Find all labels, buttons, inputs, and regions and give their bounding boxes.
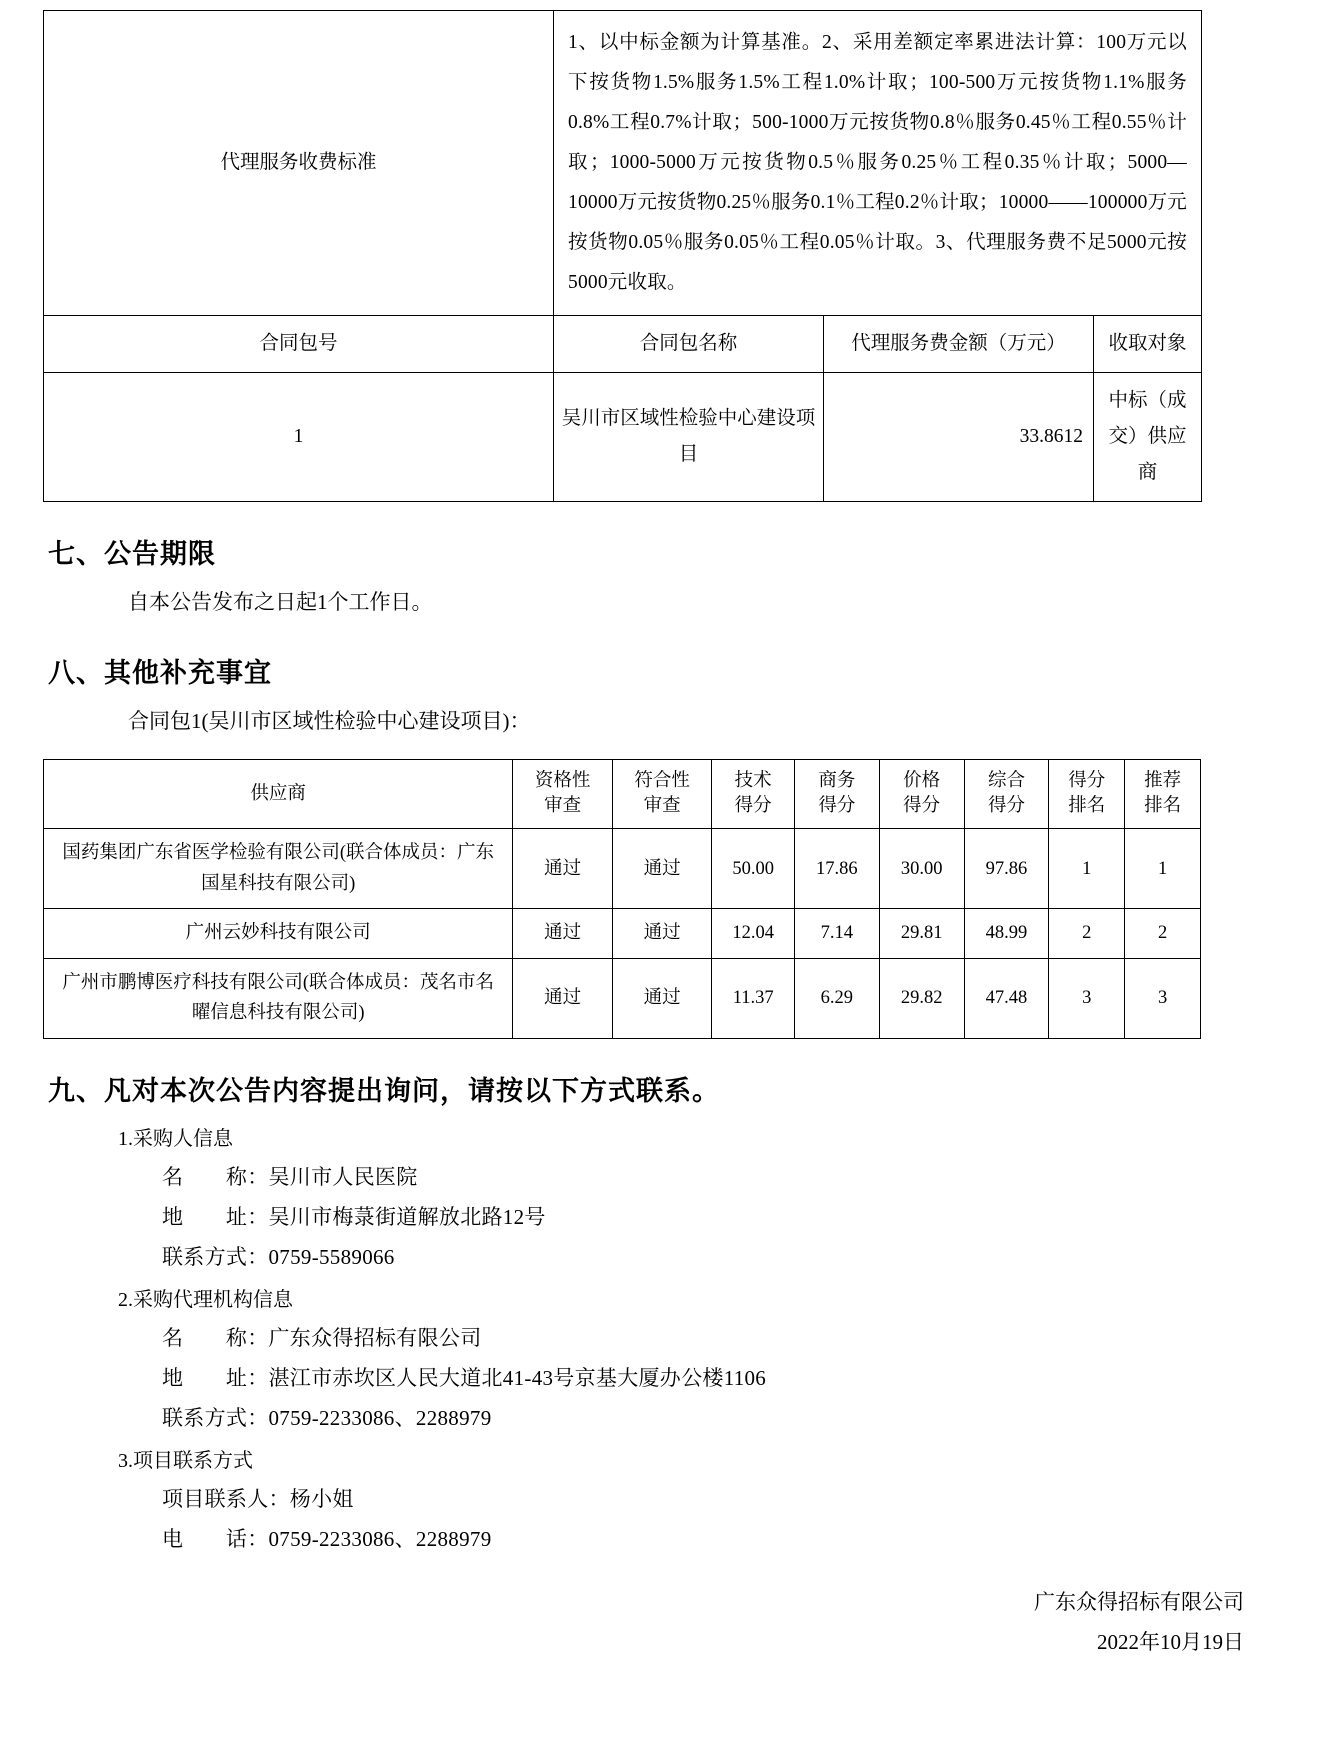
header-recommend-rank-line2: 排名: [1144, 796, 1182, 817]
contact-group-heading-agency: 2.采购代理机构信息: [118, 1288, 293, 1311]
contact-group-heading-purchaser: 1.采购人信息: [118, 1127, 233, 1150]
header-compliance-line1: 符合性: [634, 771, 690, 792]
cell-business: 6.29: [794, 958, 879, 1038]
cell-compliance: 通过: [612, 829, 712, 909]
footer-date: 2022年10月19日: [1097, 1629, 1244, 1654]
header-fee-amount: 代理服务费金额（万元）: [824, 315, 1094, 372]
contact-agency-address: 地 址：湛江市赤坎区人民大道北41-43号京基大厦办公楼1106: [162, 1365, 767, 1390]
header-overall-line2: 得分: [987, 796, 1025, 817]
header-package-no: 合同包号: [44, 315, 554, 372]
header-score-rank-line1: 得分: [1068, 771, 1106, 792]
header-technical-line2: 得分: [734, 796, 772, 817]
cell-price: 29.82: [879, 958, 964, 1038]
header-compliance-line2: 审查: [643, 796, 681, 817]
contact-purchaser-address: 地 址：吴川市梅菉街道解放北路12号: [162, 1204, 546, 1229]
section-7-title: 七、公告期限: [48, 539, 216, 570]
cell-package-no: 1: [44, 372, 554, 501]
section-8-intro: 合同包1(吴川市区域性检验中心建设项目)：: [128, 708, 531, 733]
cell-overall: 47.48: [964, 958, 1049, 1038]
table-row: [44, 829, 1201, 909]
cell-business: 7.14: [794, 909, 879, 959]
contact-project-phone: 电 话：0759-2233086、2288979: [162, 1526, 492, 1551]
header-qualification-line1: 资格性: [534, 771, 591, 792]
header-business-line1: 商务: [818, 771, 856, 792]
cell-score-rank: 2: [1049, 909, 1125, 959]
cell-score-rank: 1: [1049, 829, 1125, 909]
fee-standard-label: 代理服务收费标准: [44, 11, 554, 316]
header-score-rank-line2: 排名: [1068, 796, 1106, 817]
header-technical-line1: 技术: [734, 771, 772, 792]
cell-technical: 12.04: [712, 909, 795, 959]
header-business-line2: 得分: [818, 796, 856, 817]
cell-price: 29.81: [879, 909, 964, 959]
contact-purchaser-phone: 联系方式：0759-5589066: [162, 1244, 395, 1269]
header-payer: 收取对象: [1094, 315, 1202, 372]
cell-recommend-rank: 2: [1125, 909, 1201, 959]
cell-technical: 50.00: [712, 829, 795, 909]
table-header-row: [44, 760, 1201, 829]
cell-compliance: 通过: [612, 909, 712, 959]
contact-project-person: 项目联系人：杨小姐: [162, 1486, 354, 1511]
header-overall-score: [964, 760, 1049, 829]
cell-recommend-rank: 3: [1125, 958, 1201, 1038]
cell-recommend-rank: 1: [1125, 829, 1201, 909]
contact-agency-name: 名 称：广东众得招标有限公司: [162, 1325, 482, 1350]
table-row: [44, 11, 1202, 316]
contact-purchaser-name: 名 称：吴川市人民医院: [162, 1164, 418, 1189]
cell-score-rank: 3: [1049, 958, 1125, 1038]
header-recommend-rank-line1: 推荐: [1144, 771, 1182, 792]
header-compliance-review: [612, 760, 712, 829]
section-8-title: 八、其他补充事宜: [48, 657, 272, 688]
header-score-rank: [1049, 760, 1125, 829]
table-row: [44, 372, 1202, 501]
cell-compliance: 通过: [612, 958, 712, 1038]
table-row: [44, 909, 1201, 959]
header-overall-line1: 综合: [987, 771, 1025, 792]
cell-fee-amount: 33.8612: [824, 372, 1094, 501]
header-qualification-review: [513, 760, 613, 829]
cell-price: 30.00: [879, 829, 964, 909]
cell-overall: 48.99: [964, 909, 1049, 959]
header-business-score: [794, 760, 879, 829]
header-price-line1: 价格: [903, 771, 941, 792]
evaluation-score-table: [43, 759, 1201, 1039]
cell-supplier: 广州云妙科技有限公司: [44, 909, 513, 959]
cell-technical: 11.37: [712, 958, 795, 1038]
section-9-title: 九、凡对本次公告内容提出询问，请按以下方式联系。: [48, 1075, 720, 1106]
header-package-name: 合同包名称: [554, 315, 824, 372]
cell-payer: 中标（成交）供应商: [1094, 372, 1202, 501]
table-header-row: [44, 315, 1202, 372]
cell-qualification: 通过: [513, 958, 613, 1038]
header-price-score: [879, 760, 964, 829]
cell-supplier: 广州市鹏博医疗科技有限公司(联合体成员：茂名市名曜信息科技有限公司): [44, 958, 513, 1038]
cell-business: 17.86: [794, 829, 879, 909]
cell-package-name: 吴川市区域性检验中心建设项目: [554, 372, 824, 501]
cell-overall: 97.86: [964, 829, 1049, 909]
cell-qualification: 通过: [513, 909, 613, 959]
fee-standard-description: 1、以中标金额为计算基准。2、采用差额定率累进法计算：100万元以下按货物1.5%服务1.5%工程1.0%计取；100-500万元按货物1.1%服务0.8%工程0.7%计取；500-1000万元按货物0.8％服务0.45％工程0.55％计取；1000-5000万元按货物0.5％服务0.25％工程0.35％计取；5000—10000万元按货物0.25％服务0.1％工程0.2％计取；10000——100000万元按货物0.05％服务0.05％工程0.05％计取。3、代理服务费不足5000元按5000元收取。: [554, 11, 1202, 316]
table-row: [44, 958, 1201, 1038]
section-7-body: 自本公告发布之日起1个工作日。: [128, 590, 433, 615]
header-qualification-line2: 审查: [544, 796, 582, 817]
contact-group-heading-project: 3.项目联系方式: [118, 1449, 253, 1472]
agency-fee-table: [43, 10, 1202, 502]
contact-information: [40, 1122, 1290, 1553]
cell-qualification: 通过: [513, 829, 613, 909]
document-footer: [40, 1583, 1290, 1663]
header-supplier: 供应商: [44, 760, 513, 829]
header-technical-score: [712, 760, 795, 829]
header-price-line2: 得分: [903, 796, 941, 817]
header-recommend-rank: [1125, 760, 1201, 829]
cell-supplier: 国药集团广东省医学检验有限公司(联合体成员：广东国星科技有限公司): [44, 829, 513, 909]
footer-organization: 广东众得招标有限公司: [1034, 1589, 1244, 1614]
contact-agency-phone: 联系方式：0759-2233086、2288979: [162, 1405, 492, 1430]
